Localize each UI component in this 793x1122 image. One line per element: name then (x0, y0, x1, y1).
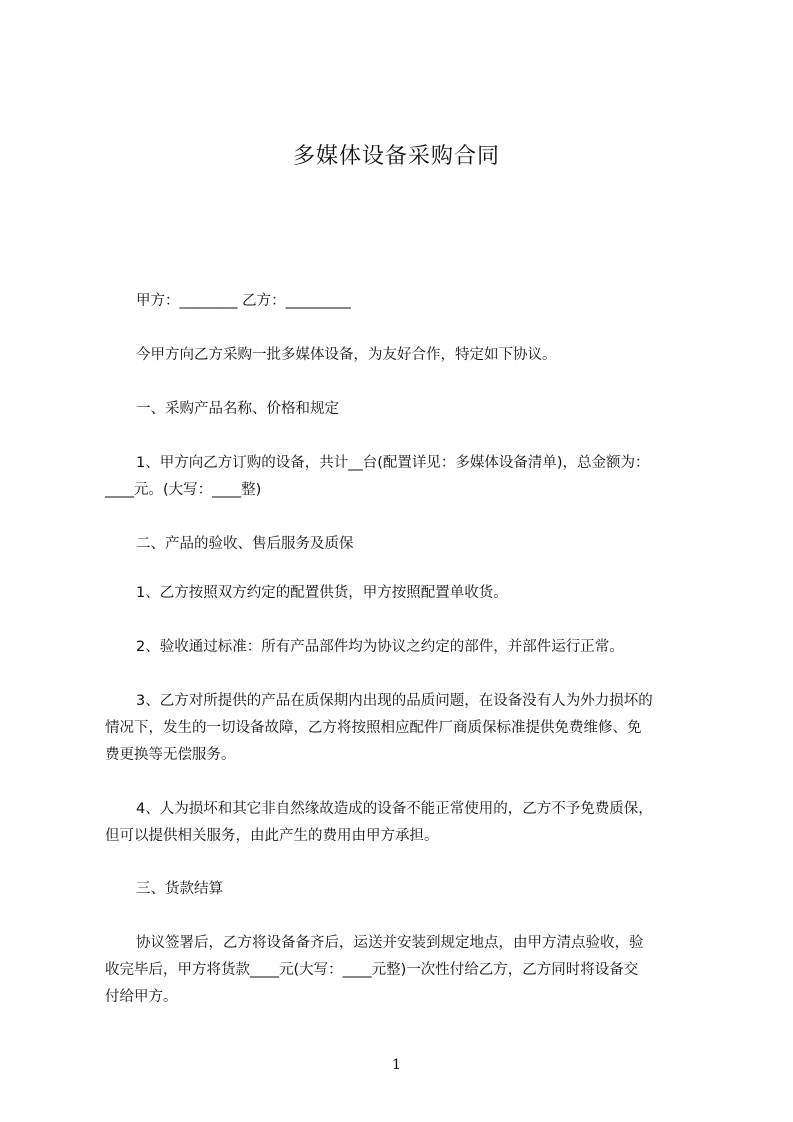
section-3-paragraph-line-3: 付给甲方。 (105, 989, 178, 1005)
page-number: 1 (392, 1057, 401, 1073)
section-2-item-2: 2、验收通过标准：所有产品部件均为协议之约定的部件，并部件运行正常。 (136, 639, 624, 655)
section-2-item-3-line-1: 3、乙方对所提供的产品在质保期内出现的品质问题，在设备没有人为外力损坏的 (136, 693, 653, 709)
section-2-heading: 二、产品的验收、售后服务及质保 (136, 536, 354, 552)
section-2-item-3-line-3: 费更换等无偿服务。 (105, 747, 236, 763)
section-2-item-1: 1、乙方按照双方约定的配置供货，甲方按照配置单收货。 (136, 585, 508, 601)
document-title: 多媒体设备采购合同 (292, 144, 500, 169)
section-1-item-1-line-2: ____元。(大写：____整) (105, 482, 262, 498)
section-1-heading: 一、采购产品名称、价格和规定 (136, 401, 339, 417)
section-2-item-3-line-2: 情况下，发生的一切设备故障，乙方将按照相应配件厂商质保标准提供免费维修、免 (105, 720, 642, 736)
parties-line: 甲方：________ 乙方：_________ (136, 293, 351, 309)
section-2-item-4-line-2: 但可以提供相关服务，由此产生的费用由甲方承担。 (105, 828, 439, 844)
intro-paragraph: 今甲方向乙方采购一批多媒体设备，为友好合作，特定如下协议。 (136, 347, 557, 363)
section-1-item-1-line-1: 1、甲方向乙方订购的设备，共计__台(配置详见：多媒体设备清单)，总金额为： (136, 455, 650, 471)
section-3-paragraph-line-2: 收完毕后，甲方将货款____元(大写：____元整)一次性付给乙方，乙方同时将设备交 (105, 962, 639, 978)
section-3-heading: 三、货款结算 (136, 881, 223, 897)
section-2-item-4-line-1: 4、人为损坏和其它非自然缘故造成的设备不能正常使用的，乙方不予免费质保， (136, 801, 653, 817)
section-3-paragraph-line-1: 协议签署后，乙方将设备备齐后，运送并安装到规定地点，由甲方清点验收，验 (136, 935, 644, 951)
